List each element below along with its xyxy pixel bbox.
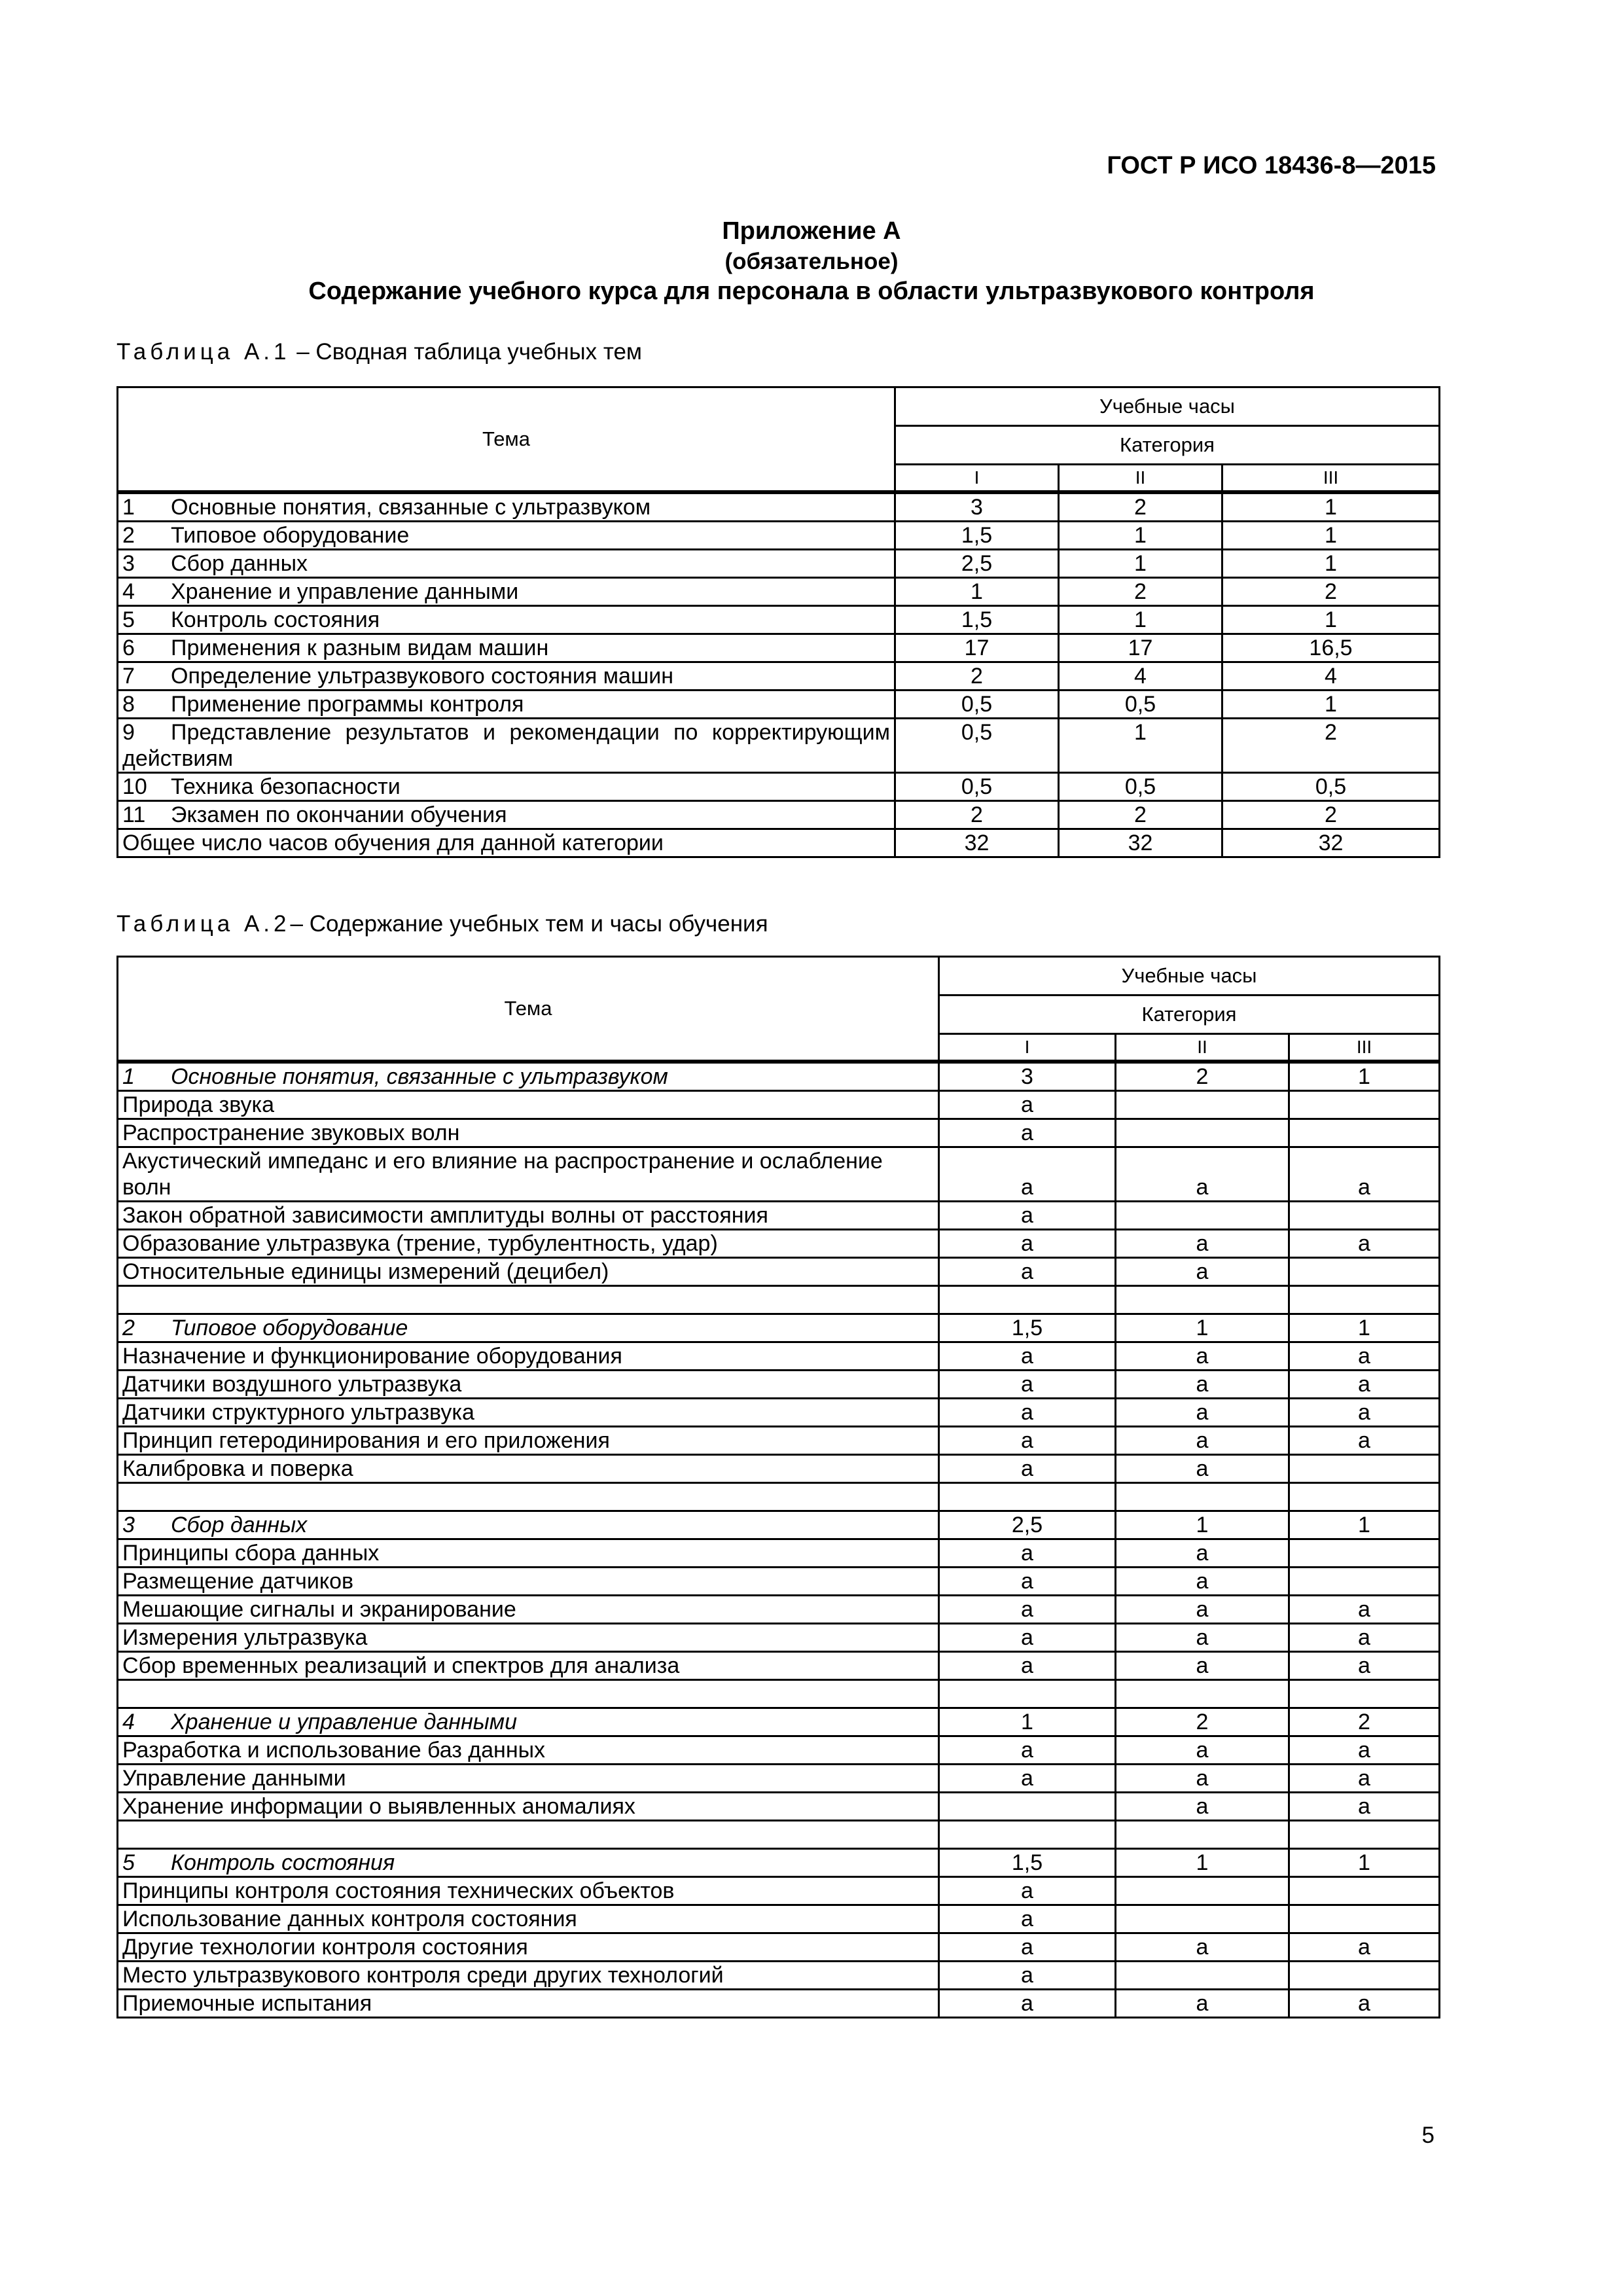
mark-category-3-cell: a [1289,1342,1440,1371]
topic-cell [118,773,895,801]
hours-category-3-cell: 1 [1289,1511,1440,1539]
hours-category-1-cell: 3 [895,492,1059,522]
topic-cell [118,606,895,634]
table1-category-2-header: II [1059,465,1222,493]
table1-category-header: Категория [895,426,1440,465]
empty-cell [1116,1680,1289,1708]
mark-category-3-cell [1289,1962,1440,1990]
mark-category-3-cell [1289,1905,1440,1933]
mark-category-3-cell: a [1289,1230,1440,1258]
subtopic-cell: Закон обратной зависимости амплитуды волны от расстояния [118,1202,939,1230]
hours-category-1-cell: 1,5 [895,522,1059,550]
subtopic-cell: Назначение и функционирование оборудования [118,1342,939,1371]
table2-category-3-header: III [1289,1034,1440,1062]
subtopic-row [118,1736,1440,1765]
hours-category-2-cell: 0,5 [1059,773,1222,801]
mark-category-2-cell [1116,1202,1289,1230]
mark-category-3-cell: a [1289,1933,1440,1962]
total-label: Общее число часов обучения для данной категории [118,829,895,857]
section-title-cell [118,1511,939,1539]
mark-category-2-cell: a [1116,1147,1289,1202]
mark-category-2-cell: a [1116,1933,1289,1962]
mark-category-3-cell [1289,1568,1440,1596]
total-category-3-cell: 32 [1222,829,1440,857]
hours-category-3-cell: 2 [1222,578,1440,606]
section-number: 4 [122,1710,135,1734]
table2-category-2-header: II [1116,1034,1289,1062]
mark-category-1-cell: a [939,1427,1116,1455]
table-row [118,578,1440,606]
table-row [118,550,1440,578]
hours-category-2-cell: 1 [1116,1314,1289,1342]
hours-category-1-cell: 1,5 [939,1849,1116,1877]
table-row [118,662,1440,691]
table-row [118,492,1440,522]
subtopic-cell: Приемочные испытания [118,1990,939,2018]
hours-category-1-cell: 2 [895,662,1059,691]
mark-category-3-cell: a [1289,1624,1440,1652]
subtopic-row [118,1091,1440,1119]
mark-category-1-cell: a [939,1147,1116,1202]
hours-category-3-cell: 1 [1289,1849,1440,1877]
table-row [118,691,1440,719]
empty-cell [939,1821,1116,1849]
mark-category-1-cell: a [939,1342,1116,1371]
subtopic-row [118,1539,1440,1568]
section-title: Типовое оборудование [171,1316,408,1340]
mark-category-1-cell: a [939,1568,1116,1596]
hours-category-3-cell: 1 [1222,522,1440,550]
topic-title: Хранение и управление данными [171,579,519,604]
mark-category-3-cell: a [1289,1765,1440,1793]
hours-category-2-cell: 2 [1059,492,1222,522]
table2-caption-label: Таблица А.2 [116,911,291,937]
topic-cell [118,522,895,550]
topic-number: 9 [122,720,135,745]
mark-category-3-cell: a [1289,1147,1440,1202]
mark-category-2-cell [1116,1119,1289,1147]
section-row [118,1511,1440,1539]
topic-number: 11 [122,802,146,827]
section-number: 5 [122,1850,135,1875]
hours-category-2-cell: 1 [1059,522,1222,550]
table1-header [118,387,1440,493]
mark-category-3-cell: a [1289,1371,1440,1399]
mark-category-1-cell: a [939,1399,1116,1427]
empty-cell [1116,1483,1289,1511]
total-category-1-cell: 32 [895,829,1059,857]
mark-category-1-cell: a [939,1933,1116,1962]
hours-category-2-cell: 1 [1116,1849,1289,1877]
mark-category-3-cell [1289,1455,1440,1483]
topic-number: 3 [122,551,135,576]
section-number: 2 [122,1316,135,1340]
mark-category-2-cell: a [1116,1539,1289,1568]
hours-category-1-cell: 1 [939,1708,1116,1736]
subtopic-cell: Разработка и использование баз данных [118,1736,939,1765]
appendix-title: Приложение А [722,217,901,245]
subtopic-cell: Датчики структурного ультразвука [118,1399,939,1427]
section-title-cell [118,1849,939,1877]
hours-category-2-cell: 2 [1059,578,1222,606]
subtopic-row [118,1765,1440,1793]
hours-category-3-cell: 1 [1222,606,1440,634]
total-category-2-cell: 32 [1059,829,1222,857]
empty-cell [1116,1821,1289,1849]
hours-category-1-cell: 1,5 [939,1314,1116,1342]
topic-title: Техника безопасности [171,774,401,799]
subtopic-row [118,1119,1440,1147]
topic-cell [118,578,895,606]
mark-category-1-cell: a [939,1990,1116,2018]
empty-cell [118,1483,939,1511]
table-row [118,773,1440,801]
mark-category-2-cell [1116,1091,1289,1119]
table2-body [118,1062,1440,2018]
section-title-cell [118,1314,939,1342]
table-row [118,522,1440,550]
table-row [118,606,1440,634]
page-number: 5 [1421,2123,1435,2148]
mark-category-1-cell: a [939,1765,1116,1793]
mark-category-2-cell [1116,1877,1289,1905]
mark-category-1-cell: a [939,1202,1116,1230]
subtopic-cell: Акустический импеданс и его влияние на распространение и ослабление волн [118,1147,939,1202]
section-title: Основные понятия, связанные с ультразвуком [171,1064,668,1089]
subtopic-cell: Калибровка и поверка [118,1455,939,1483]
table2-header [118,957,1440,1062]
mark-category-2-cell: a [1116,1455,1289,1483]
hours-category-1-cell: 0,5 [895,719,1059,773]
subtopic-cell: Относительные единицы измерений (децибел) [118,1258,939,1286]
topic-cell [118,662,895,691]
hours-category-3-cell: 0,5 [1222,773,1440,801]
subtopic-cell: Другие технологии контроля состояния [118,1933,939,1962]
subtopic-cell: Размещение датчиков [118,1568,939,1596]
appendix-status-note: (обязательное) [724,249,899,274]
spacer-row [118,1483,1440,1511]
table2-topic-header: Тема [118,957,939,1062]
table-row [118,801,1440,829]
mark-category-1-cell: a [939,1230,1116,1258]
table2-hours-header: Учебные часы [939,957,1440,996]
spacer-row [118,1680,1440,1708]
mark-category-2-cell: a [1116,1568,1289,1596]
topic-number: 1 [122,495,135,520]
hours-category-1-cell: 2,5 [939,1511,1116,1539]
hours-category-2-cell: 1 [1059,719,1222,773]
section-title-cell [118,1708,939,1736]
topic-title: Экзамен по окончании обучения [171,802,507,827]
mark-category-1-cell: a [939,1371,1116,1399]
table1-hours-header: Учебные часы [895,387,1440,426]
mark-category-1-cell: a [939,1962,1116,1990]
empty-cell [118,1286,939,1314]
mark-category-2-cell: a [1116,1990,1289,2018]
hours-category-1-cell: 2,5 [895,550,1059,578]
mark-category-1-cell: a [939,1905,1116,1933]
hours-category-2-cell: 2 [1116,1708,1289,1736]
hours-category-3-cell: 1 [1222,550,1440,578]
mark-category-3-cell: a [1289,1990,1440,2018]
hours-category-1-cell: 17 [895,634,1059,662]
mark-category-2-cell: a [1116,1765,1289,1793]
hours-category-1-cell: 1,5 [895,606,1059,634]
hours-category-1-cell: 3 [939,1062,1116,1091]
hours-category-3-cell: 2 [1289,1708,1440,1736]
hours-category-3-cell: 1 [1222,691,1440,719]
table2-category-1-header: I [939,1034,1116,1062]
mark-category-3-cell: a [1289,1596,1440,1624]
subtopic-row [118,1147,1440,1202]
hours-category-1-cell: 0,5 [895,691,1059,719]
topic-cell [118,691,895,719]
mark-category-2-cell: a [1116,1427,1289,1455]
hours-category-3-cell: 1 [1222,492,1440,522]
topic-number: 6 [122,636,135,660]
mark-category-3-cell: a [1289,1399,1440,1427]
mark-category-1-cell: a [939,1539,1116,1568]
mark-category-2-cell: a [1116,1652,1289,1680]
subtopic-row [118,1933,1440,1962]
subtopic-row [118,1652,1440,1680]
mark-category-1-cell: a [939,1258,1116,1286]
topic-title: Сбор данных [171,551,308,576]
empty-cell [1289,1483,1440,1511]
empty-cell [1116,1286,1289,1314]
mark-category-3-cell: a [1289,1652,1440,1680]
table1-caption-text: – Сводная таблица учебных тем [290,339,642,365]
topic-title: Представление результатов и рекомендации по корректирующим действиям [122,720,890,771]
hours-category-1-cell: 2 [895,801,1059,829]
mark-category-3-cell [1289,1258,1440,1286]
topic-title: Определение ультразвукового состояния машин [171,664,674,689]
subtopic-row [118,1455,1440,1483]
hours-category-3-cell: 1 [1289,1062,1440,1091]
section-title: Хранение и управление данными [171,1710,518,1734]
topic-cell [118,550,895,578]
topic-title: Основные понятия, связанные с ультразвуком [171,495,651,520]
subtopic-row [118,1202,1440,1230]
table1-topic-header: Тема [118,387,895,493]
subtopic-row [118,1905,1440,1933]
table1-category-1-header: I [895,465,1059,493]
subtopic-cell: Распространение звуковых волн [118,1119,939,1147]
subtopic-row [118,1399,1440,1427]
mark-category-1-cell: a [939,1091,1116,1119]
mark-category-1-cell: a [939,1119,1116,1147]
subtopic-cell: Использование данных контроля состояния [118,1905,939,1933]
hours-category-2-cell: 1 [1059,606,1222,634]
mark-category-2-cell: a [1116,1258,1289,1286]
table2-category-header: Категория [939,996,1440,1034]
mark-category-1-cell: a [939,1736,1116,1765]
topic-number: 8 [122,692,135,717]
subtopic-row [118,1877,1440,1905]
hours-category-3-cell: 4 [1222,662,1440,691]
subtopic-row [118,1342,1440,1371]
section-number: 1 [122,1064,135,1089]
mark-category-3-cell: a [1289,1736,1440,1765]
subtopic-cell: Образование ультразвука (трение, турбулентность, удар) [118,1230,939,1258]
mark-category-3-cell [1289,1119,1440,1147]
hours-category-2-cell: 0,5 [1059,691,1222,719]
section-title-cell [118,1062,939,1091]
subtopic-cell: Принцип гетеродинирования и его приложения [118,1427,939,1455]
subtopic-row [118,1258,1440,1286]
subtopic-row [118,1230,1440,1258]
topic-number: 4 [122,579,135,604]
section-row [118,1314,1440,1342]
empty-cell [1289,1821,1440,1849]
mark-category-3-cell: a [1289,1793,1440,1821]
mark-category-2-cell: a [1116,1371,1289,1399]
section-row [118,1849,1440,1877]
topic-cell [118,634,895,662]
topic-title: Типовое оборудование [171,523,410,548]
mark-category-3-cell: a [1289,1427,1440,1455]
spacer-row [118,1821,1440,1849]
empty-cell [118,1821,939,1849]
section-title: Сбор данных [171,1513,308,1537]
hours-category-2-cell: 2 [1116,1062,1289,1091]
mark-category-2-cell [1116,1962,1289,1990]
topic-number: 7 [122,664,135,689]
subtopic-cell: Принципы сбора данных [118,1539,939,1568]
topics-content-table [116,956,1440,2018]
subtopic-cell: Сбор временных реализаций и спектров для анализа [118,1652,939,1680]
table1-category-3-header: III [1222,465,1440,493]
table1-caption-label: Таблица А.1 [116,339,291,365]
table-row [118,719,1440,773]
mark-category-1-cell [939,1793,1116,1821]
mark-category-1-cell: a [939,1624,1116,1652]
section-title: Контроль состояния [171,1850,395,1875]
subtopic-row [118,1624,1440,1652]
total-row [118,829,1440,857]
hours-category-2-cell: 4 [1059,662,1222,691]
subtopic-row [118,1371,1440,1399]
subtopic-cell: Измерения ультразвука [118,1624,939,1652]
hours-category-3-cell: 16,5 [1222,634,1440,662]
mark-category-2-cell: a [1116,1342,1289,1371]
topic-cell [118,801,895,829]
mark-category-3-cell [1289,1877,1440,1905]
mark-category-3-cell [1289,1539,1440,1568]
table1-caption [116,339,642,365]
empty-cell [939,1483,1116,1511]
appendix-heading: Содержание учебного курса для персонала в области ультразвукового контроля [308,278,1315,305]
table2-caption [116,911,768,937]
topic-cell [118,719,895,773]
subtopic-row [118,1962,1440,1990]
section-row [118,1708,1440,1736]
topic-number: 5 [122,607,135,632]
mark-category-2-cell: a [1116,1399,1289,1427]
topic-number: 2 [122,523,135,548]
mark-category-2-cell: a [1116,1736,1289,1765]
mark-category-2-cell [1116,1905,1289,1933]
hours-category-2-cell: 1 [1059,550,1222,578]
table2-caption-text: – Содержание учебных тем и часы обучения [290,911,768,937]
subtopic-row [118,1990,1440,2018]
subtopic-cell: Место ультразвукового контроля среди других технологий [118,1962,939,1990]
subtopic-cell: Хранение информации о выявленных аномалиях [118,1793,939,1821]
empty-cell [939,1680,1116,1708]
topic-title: Контроль состояния [171,607,380,632]
document-code: ГОСТ Р ИСО 18436-8—2015 [1107,152,1436,179]
table1-body [118,492,1440,857]
mark-category-2-cell: a [1116,1793,1289,1821]
hours-category-1-cell: 1 [895,578,1059,606]
hours-category-2-cell: 1 [1116,1511,1289,1539]
subtopic-cell: Природа звука [118,1091,939,1119]
hours-category-3-cell: 2 [1222,719,1440,773]
mark-category-1-cell: a [939,1455,1116,1483]
topic-cell [118,492,895,522]
mark-category-1-cell: a [939,1877,1116,1905]
section-row [118,1062,1440,1091]
spacer-row [118,1286,1440,1314]
hours-category-2-cell: 17 [1059,634,1222,662]
topic-number: 10 [122,774,147,799]
subtopic-cell: Управление данными [118,1765,939,1793]
mark-category-1-cell: a [939,1596,1116,1624]
empty-cell [939,1286,1116,1314]
section-number: 3 [122,1513,135,1537]
mark-category-2-cell: a [1116,1596,1289,1624]
mark-category-2-cell: a [1116,1230,1289,1258]
subtopic-row [118,1793,1440,1821]
hours-category-3-cell: 1 [1289,1314,1440,1342]
subtopic-cell: Принципы контроля состояния технических объектов [118,1877,939,1905]
subtopic-cell: Датчики воздушного ультразвука [118,1371,939,1399]
table-row [118,634,1440,662]
subtopic-row [118,1596,1440,1624]
subtopic-row [118,1568,1440,1596]
mark-category-3-cell [1289,1202,1440,1230]
hours-category-3-cell: 2 [1222,801,1440,829]
topic-title: Применение программы контроля [171,692,524,717]
empty-cell [1289,1680,1440,1708]
subtopic-cell: Мешающие сигналы и экранирование [118,1596,939,1624]
hours-category-2-cell: 2 [1059,801,1222,829]
mark-category-1-cell: a [939,1652,1116,1680]
subtopic-row [118,1427,1440,1455]
empty-cell [118,1680,939,1708]
empty-cell [1289,1286,1440,1314]
mark-category-2-cell: a [1116,1624,1289,1652]
hours-category-1-cell: 0,5 [895,773,1059,801]
topic-title: Применения к разным видам машин [171,636,549,660]
mark-category-3-cell [1289,1091,1440,1119]
summary-topics-table [116,386,1440,858]
